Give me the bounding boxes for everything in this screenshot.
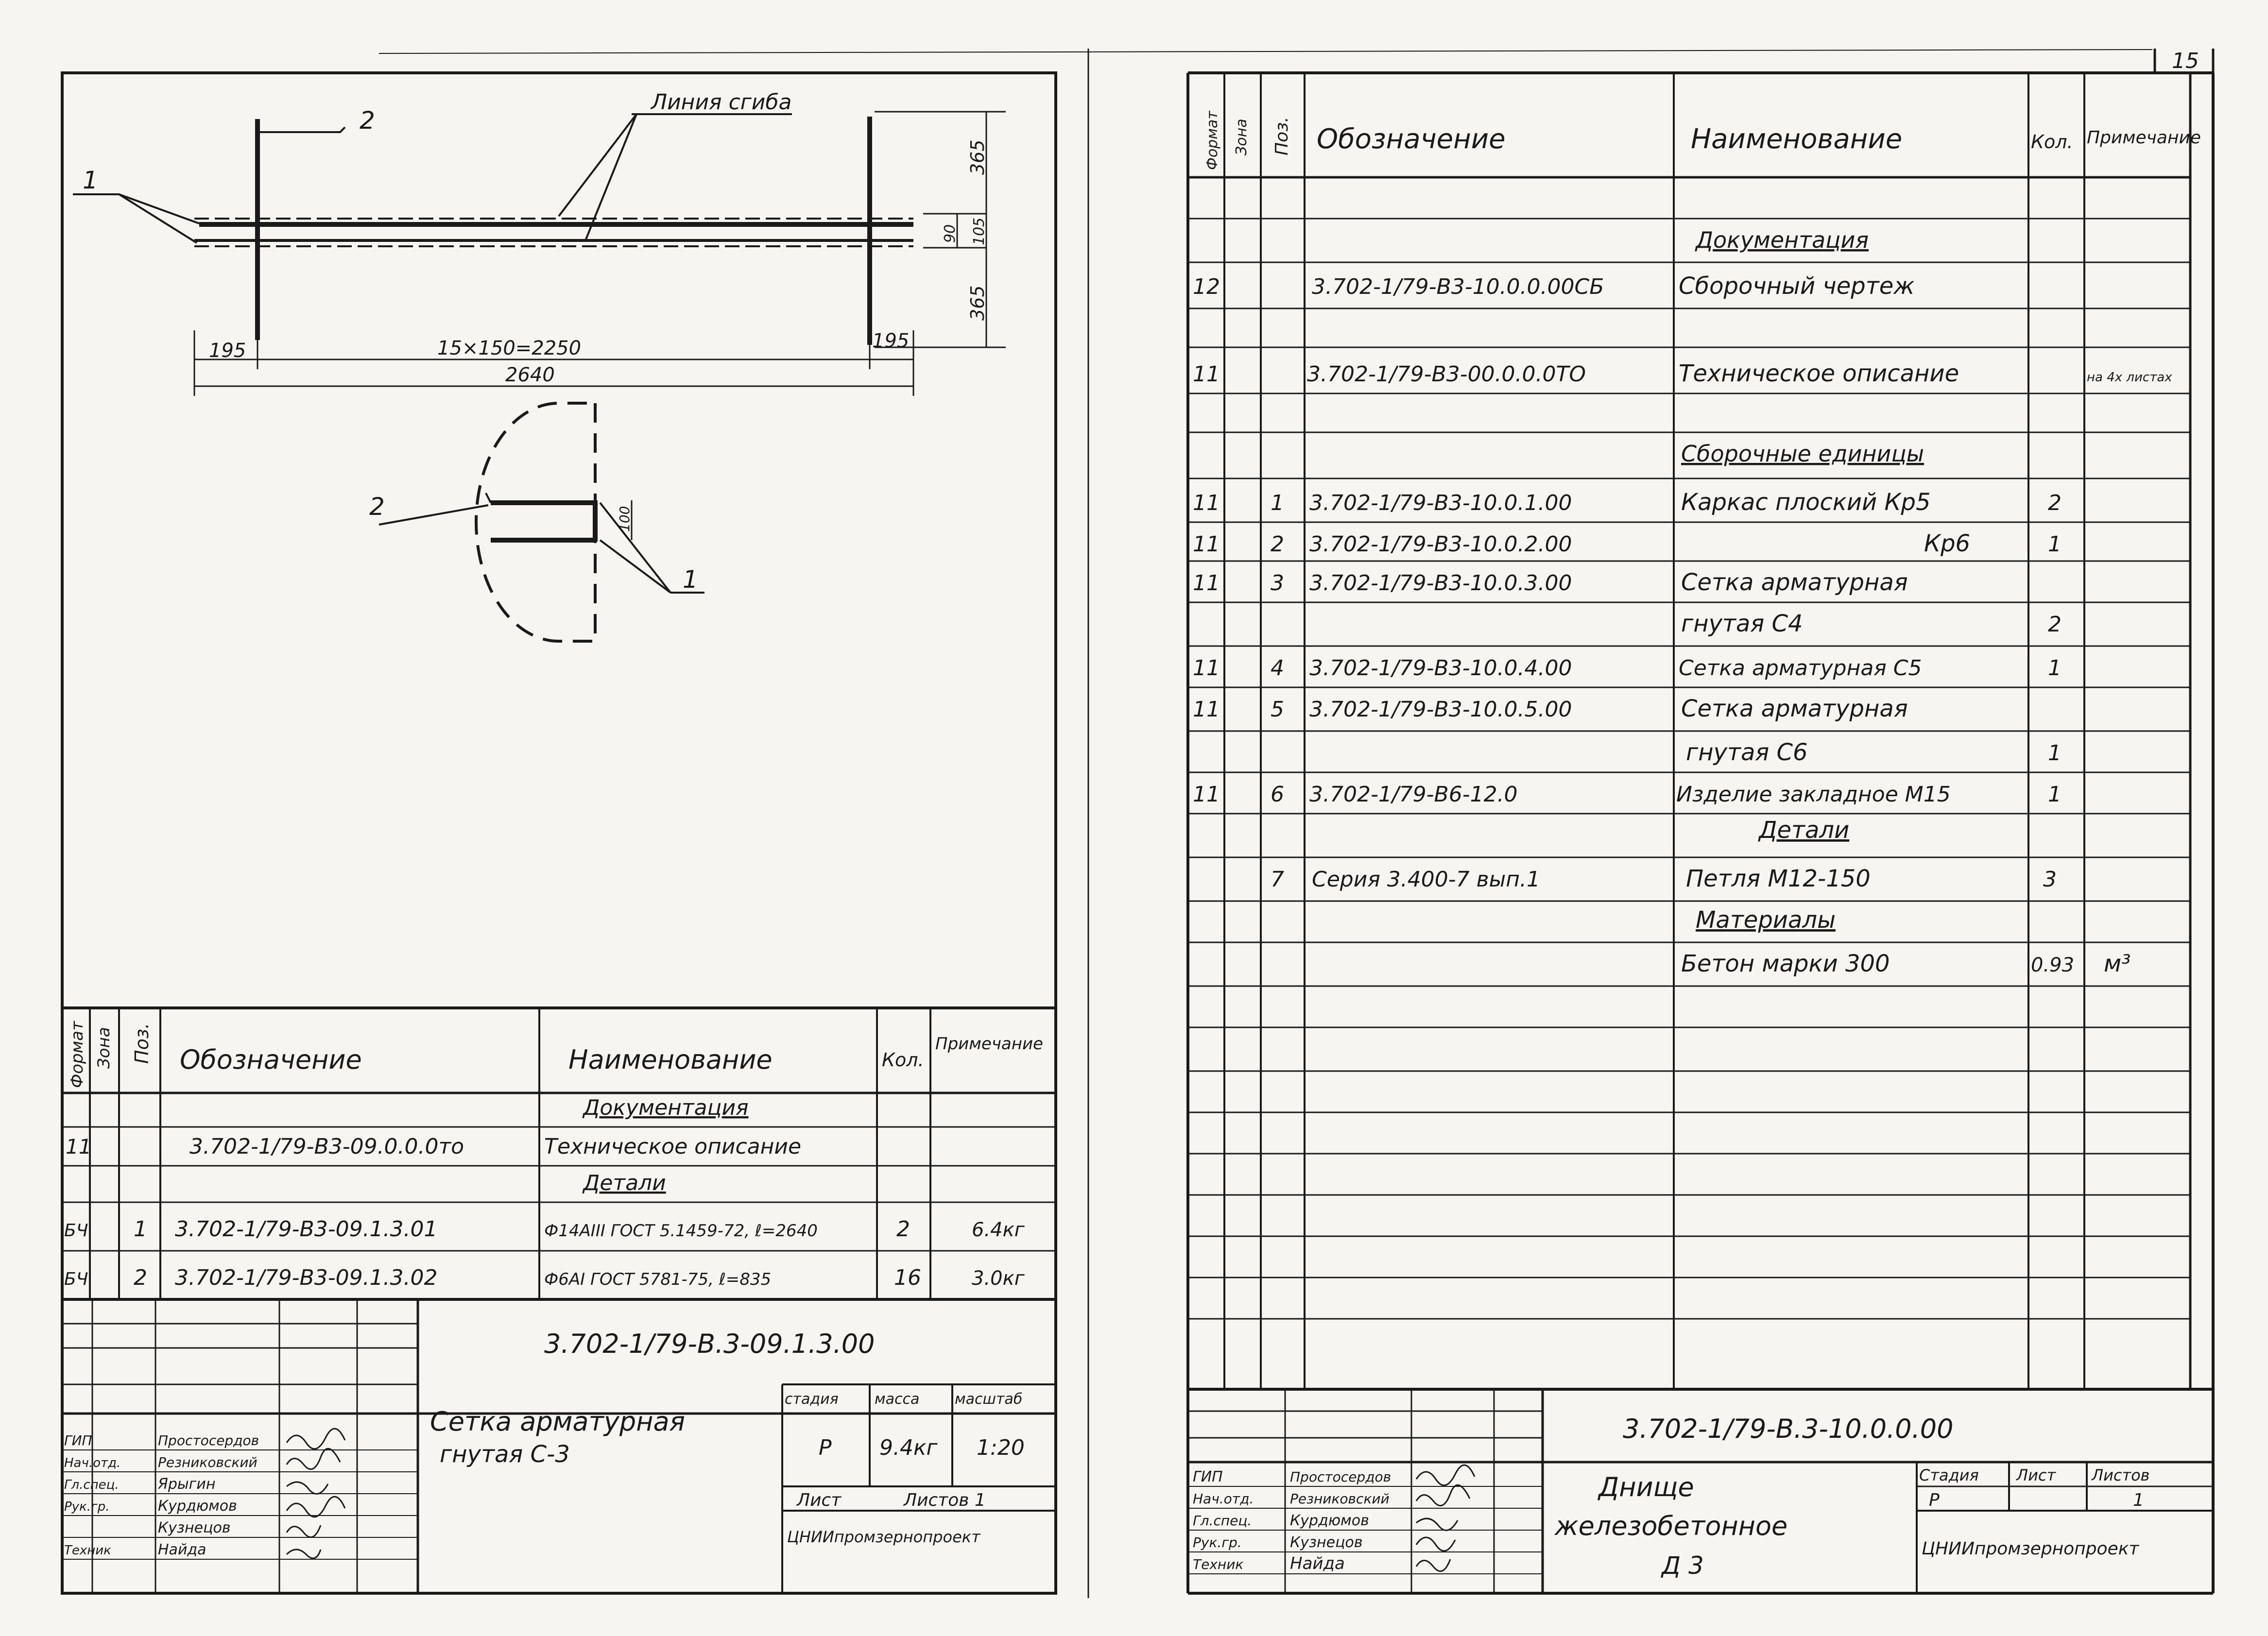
rs-row11-format: 11: [1193, 697, 1220, 722]
ls-row4-format: БЧ: [64, 1269, 88, 1289]
left-sheets-label: Листов 1: [904, 1490, 986, 1510]
ls-row3-pos: 1: [134, 1217, 147, 1242]
rs-row15-name: Петля М12-150: [1686, 865, 1871, 892]
rs-row11-pos: 5: [1271, 697, 1284, 722]
rp2-name: Курдюмов: [1290, 1512, 1369, 1529]
rs-row3-note: на 4х листах: [2087, 370, 2172, 385]
lp4-name: Кузнецов: [158, 1519, 231, 1536]
left-mass-label: масса: [875, 1391, 920, 1408]
rs-row10-designation: 3.702-1/79-В3-10.0.4.00: [1309, 656, 1572, 681]
lp1-role: Нач.отд.: [64, 1456, 121, 1470]
lp2-name: Ярыгин: [158, 1476, 216, 1493]
rs-row15-qty: 3: [2043, 867, 2057, 892]
rhdr-note: Примечание: [2087, 128, 2201, 148]
rs-row7-name: Кр6: [1924, 530, 1971, 557]
rs-row7-qty: 1: [2048, 532, 2062, 557]
left-mass: 9.4кг: [879, 1435, 938, 1460]
rs-row1-designation: 3.702-1/79-В3-10.0.0.00СБ: [1312, 274, 1604, 299]
right-title-block: [1188, 1389, 2213, 1593]
rp0-name: Простосердов: [1290, 1469, 1392, 1485]
rs-row8-name: Сетка арматурная: [1681, 569, 1908, 596]
lp5-name: Найда: [158, 1541, 206, 1558]
rs-row15-pos: 7: [1271, 867, 1284, 892]
right-sheets: 1: [2133, 1490, 2144, 1510]
hdr-pos: Поз.: [131, 1022, 153, 1064]
ls-row2-name: Детали: [583, 1171, 666, 1195]
rp3-name: Кузнецов: [1290, 1534, 1363, 1551]
detail-label-1: 1: [683, 565, 698, 594]
rs-row15-designation: Серия 3.400-7 вып.1: [1312, 867, 1541, 892]
rs-row6-qty: 2: [2048, 491, 2062, 515]
label-2: 2: [360, 106, 375, 135]
rs-row17-name: Бетон марки 300: [1681, 950, 1890, 977]
ls-row0-name: Документация: [583, 1095, 749, 1120]
left-title-name-1: Сетка арматурная: [430, 1406, 686, 1437]
rs-row10-pos: 4: [1271, 656, 1284, 681]
lp1-name: Резниковский: [158, 1454, 258, 1470]
dim-365-top: 365: [967, 139, 988, 175]
rs-row8-pos: 3: [1271, 571, 1284, 596]
rs-row7-pos: 2: [1271, 532, 1284, 557]
rs-row6-format: 11: [1193, 491, 1220, 515]
ls-row3-format: БЧ: [64, 1221, 88, 1241]
ls-row1-designation: 3.702-1/79-В3-09.0.0.0то: [189, 1134, 464, 1159]
rs-row9-name: гнутая С4: [1681, 610, 1803, 637]
bend-detail: [369, 403, 704, 641]
rs-row3-designation: 3.702-1/79-В3-00.0.0.0ТО: [1307, 362, 1586, 387]
left-sheet-frame: [62, 73, 1056, 1593]
rs-row7-format: 11: [1193, 532, 1220, 557]
hdr-qty: Кол.: [882, 1049, 924, 1071]
lp3-role: Рук.гр.: [64, 1500, 110, 1514]
rs-row3-format: 11: [1193, 362, 1220, 387]
ls-row4-designation: 3.702-1/79-В3-09.1.3.02: [175, 1265, 438, 1290]
rs-row6-designation: 3.702-1/79-В3-10.0.1.00: [1309, 491, 1572, 515]
bend-line-label: Линия сгиба: [651, 90, 792, 115]
mesh-drawing: [73, 90, 1006, 396]
lp0-role: ГИП: [64, 1432, 92, 1449]
rs-row13-qty: 1: [2048, 782, 2062, 807]
rs-row7-designation: 3.702-1/79-В3-10.0.2.00: [1309, 532, 1572, 557]
right-sheet-label: Лист: [2016, 1466, 2056, 1484]
rhdr-zone: Зона: [1233, 119, 1250, 155]
rs-row17-qty: 0.93: [2031, 954, 2075, 976]
rp2-role: Гл.спец.: [1193, 1513, 1252, 1529]
ls-row4-name: Ф6АI ГОСТ 5781-75, ℓ=835: [544, 1270, 772, 1289]
ls-row3-designation: 3.702-1/79-В3-09.1.3.01: [175, 1217, 438, 1242]
lp2-role: Гл.спец.: [64, 1478, 119, 1492]
ls-row1-format: 11: [66, 1135, 92, 1159]
rs-row12-name: гнутая С6: [1686, 739, 1808, 766]
hdr-note: Примечание: [935, 1034, 1043, 1054]
dim-105: 105: [971, 217, 988, 245]
hdr-zone: Зона: [94, 1027, 114, 1069]
left-org: ЦНИИпромзернопроект: [787, 1528, 980, 1546]
right-stage: Р: [1929, 1490, 1940, 1510]
rs-row13-designation: 3.702-1/79-В6-12.0: [1309, 782, 1518, 807]
left-sheet-label: Лист: [797, 1490, 842, 1510]
lp0-name: Простосердов: [158, 1432, 259, 1449]
right-sheet: [1188, 73, 2213, 1593]
dim-90: 90: [942, 224, 959, 243]
rs-row1-format: 12: [1193, 274, 1220, 299]
ls-row4-qty: 16: [894, 1265, 921, 1290]
rp4-role: Техник: [1193, 1556, 1244, 1572]
rs-row8-format: 11: [1193, 571, 1220, 596]
rs-row12-qty: 1: [2048, 741, 2062, 766]
rs-row1-name: Сборочный чертеж: [1679, 273, 1915, 300]
right-title-code: 3.702-1/79-В.3-10.0.0.00: [1623, 1414, 1954, 1444]
rs-row6-name: Каркас плоский Кр5: [1681, 489, 1931, 516]
rhdr-format: Формат: [1204, 111, 1221, 170]
right-title-name-1: Днище: [1598, 1472, 1694, 1502]
rs-row13-pos: 6: [1271, 782, 1284, 807]
left-title-code: 3.702-1/79-В.3-09.1.3.00: [544, 1329, 875, 1359]
right-signatures: [1416, 1465, 1475, 1571]
right-org: ЦНИИпромзернопроект: [1922, 1539, 2139, 1559]
rp4-name: Найда: [1290, 1554, 1345, 1573]
rs-row11-name: Сетка арматурная: [1681, 695, 1908, 722]
rs-row9-qty: 2: [2048, 612, 2062, 637]
right-spec-table: [1188, 73, 2213, 1389]
right-sheets-label: Листов: [2092, 1466, 2150, 1484]
ls-row1-name: Техническое описание: [544, 1134, 802, 1159]
rp0-role: ГИП: [1193, 1468, 1223, 1485]
hdr-designation: Обозначение: [180, 1044, 362, 1075]
right-title-name-3: Д 3: [1662, 1551, 1704, 1580]
left-title-name-2: гнутая С-3: [440, 1441, 570, 1468]
rp3-role: Рук.гр.: [1193, 1534, 1242, 1551]
rhdr-pos: Поз.: [1272, 117, 1292, 155]
rs-row10-format: 11: [1193, 656, 1220, 681]
page-number-box: [2155, 49, 2213, 73]
lp3-name: Курдюмов: [158, 1498, 237, 1515]
rs-row8-designation: 3.702-1/79-В3-10.0.3.00: [1309, 571, 1572, 596]
rs-row14-name: Детали: [1759, 817, 1850, 844]
dim-100: 100: [617, 506, 633, 532]
rs-row5-name: Сборочные единицы: [1681, 441, 1924, 467]
dim-365-bottom: 365: [967, 285, 988, 321]
rs-row16-name: Материалы: [1696, 906, 1836, 934]
hdr-format: Формат: [68, 1021, 87, 1088]
right-title-name-2: железобетонное: [1555, 1511, 1788, 1541]
rs-row6-pos: 1: [1271, 491, 1284, 515]
rs-row10-qty: 1: [2048, 656, 2062, 681]
rs-row10-name: Сетка арматурная С5: [1679, 656, 1922, 681]
hdr-name: Наименование: [568, 1044, 773, 1075]
rhdr-name: Наименование: [1691, 123, 1903, 155]
ls-row4-pos: 2: [134, 1265, 147, 1290]
lp5-role: Техник: [64, 1543, 111, 1558]
rhdr-qty: Кол.: [2031, 131, 2073, 153]
left-stage-label: стадия: [785, 1391, 839, 1408]
ls-row3-name: Ф14АIII ГОСТ 5.1459-72, ℓ=2640: [544, 1221, 818, 1241]
left-spec-table: [62, 1008, 1056, 1299]
ls-row3-note: 6.4кг: [972, 1219, 1025, 1241]
dim-195-right: 195: [872, 330, 910, 352]
ls-row3-qty: 2: [896, 1217, 910, 1242]
rp1-name: Резниковский: [1290, 1491, 1390, 1507]
page-number: 15: [2172, 49, 2199, 73]
rs-row3-name: Техническое описание: [1679, 360, 1959, 387]
ls-row4-note: 3.0кг: [972, 1267, 1025, 1290]
label-1: 1: [83, 166, 98, 194]
top-rule: [379, 50, 2152, 53]
left-scale: 1:20: [977, 1435, 1025, 1460]
rp1-role: Нач.отд.: [1193, 1491, 1254, 1507]
left-scale-label: масштаб: [955, 1391, 1023, 1408]
rs-row17-note: м³: [2104, 950, 2131, 977]
dim-middle: 15×150=2250: [437, 337, 582, 359]
rs-row13-name: Изделие закладное М15: [1676, 782, 1951, 807]
rs-row11-designation: 3.702-1/79-В3-10.0.5.00: [1309, 697, 1572, 722]
rs-row13-format: 11: [1193, 782, 1220, 807]
detail-label-2: 2: [369, 493, 385, 521]
right-stage-label: Стадия: [1919, 1466, 1979, 1484]
left-title-block: [62, 1299, 1056, 1593]
dim-195-left: 195: [209, 340, 246, 362]
rhdr-designation: Обозначение: [1317, 123, 1506, 155]
dim-total: 2640: [505, 364, 555, 386]
rs-row0-name: Документация: [1696, 227, 1869, 253]
left-stage: Р: [819, 1435, 832, 1460]
